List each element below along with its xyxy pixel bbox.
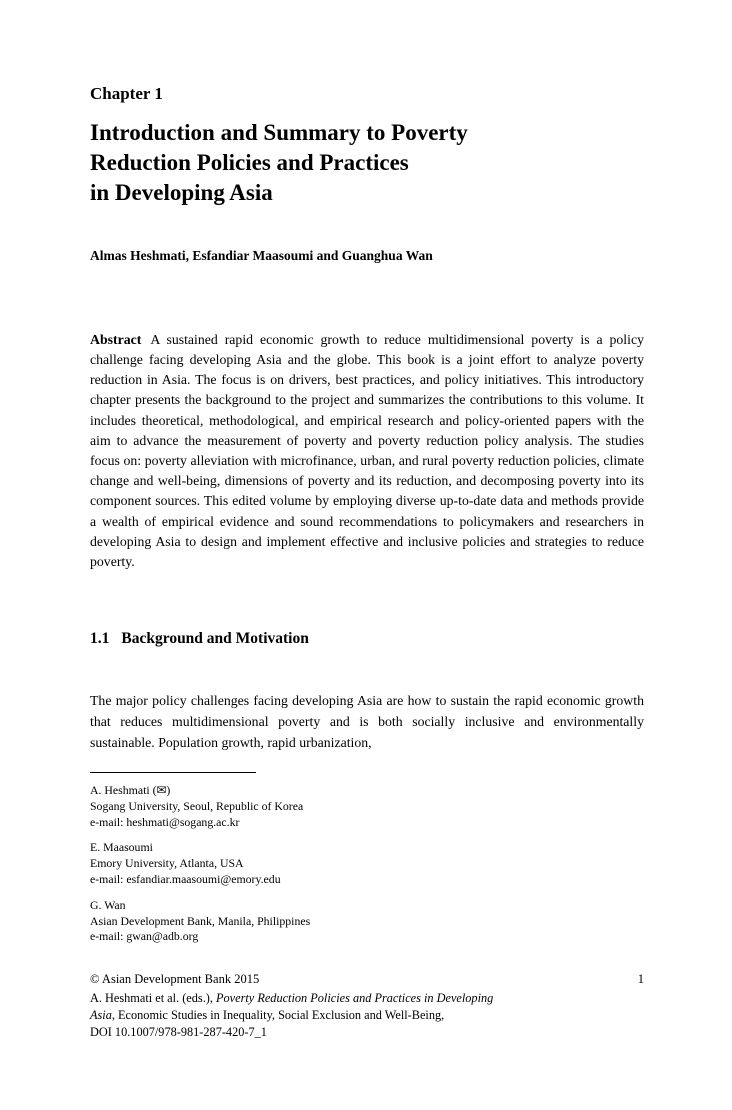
footnote-author-name: E. Maasoumi: [90, 840, 153, 855]
footnote-affiliation: Asian Development Bank, Manila, Philippines: [90, 913, 311, 928]
citation-book-title-part-1: Poverty Reduction Policies and Practices in Developing: [216, 991, 494, 1005]
citation-doi-text: DOI 10.1007/978-981-287-420-7_1: [90, 1025, 267, 1039]
footnote-email: e-mail: gwan@adb.org: [90, 929, 199, 944]
abstract-paragraph: [90, 330, 644, 572]
footnote-separator-rule: [90, 772, 256, 773]
chapter-label: Chapter 1: [90, 84, 163, 103]
chapter-title-line-3: in Developing Asia: [90, 180, 273, 205]
footnote-block-maasoumi: [90, 840, 644, 887]
citation-series-text: , Economic Studies in Inequality, Social Exclusion and Well-Being,: [111, 1008, 445, 1022]
page-number: 1: [637, 972, 644, 986]
body-paragraph: The major policy challenges facing developing Asia are how to sustain the rapid economic growth that reduces multidimensional poverty and is both socially inclusive and environmentally sustainable. Population growth, rapid urbanization,: [90, 692, 644, 751]
section-title: Background and Motivation: [121, 630, 309, 647]
citation-editors-text: A. Heshmati et al. (eds.),: [90, 991, 217, 1005]
section-number: 1.1: [90, 630, 110, 647]
footnote-email: e-mail: heshmati@sogang.ac.kr: [90, 814, 240, 829]
footnote-author-name: G. Wan: [90, 897, 126, 912]
chapter-title: [90, 118, 644, 208]
footnote-email: e-mail: esfandiar.maasoumi@emory.edu: [90, 871, 281, 886]
footer-citation: [90, 990, 644, 1041]
abstract-label: Abstract: [90, 331, 142, 347]
footnote-block-wan: [90, 898, 644, 945]
footnote-author-name-text: A. Heshmati: [90, 783, 150, 797]
citation-line-1: [90, 990, 644, 1007]
citation-line-3: [90, 1024, 644, 1041]
footnote-author-name: [90, 783, 644, 799]
author-footnotes: [90, 783, 644, 955]
footnote-affiliation: Emory University, Atlanta, USA: [90, 856, 244, 871]
section-heading: [90, 630, 644, 648]
citation-line-2: [90, 1007, 644, 1024]
footer-copyright-row: [90, 972, 644, 987]
footer-copyright: © Asian Development Bank 2015: [90, 972, 260, 986]
abstract-text: A sustained rapid economic growth to reduce multidimensional poverty is a policy challenge facing developing Asia and the globe. This book is a joint effort to analyze poverty reduction in Asia. The focus is on drivers, best practices, and policy initiatives. This introductory chapter presents the background to the project and summarizes the contributions to this volume. It includes theoretical, methodological, and empirical research and policy-oriented papers with the aim to advance the measurement of poverty and poverty reduction policy analysis. The studies focus on: poverty alleviation with microfinance, urban, and rural poverty reduction policies, climate change and well-being, dimensions of poverty and its reduction, and decomposing poverty into its component sources. This edited volume by employing diverse up-to-date data and methods provide a wealth of empirical evidence and sound recommendations to policymakers and researchers in developing Asia to design and implement effective and inclusive policies and strategies to reduce poverty.: [90, 331, 644, 570]
footnote-affiliation: Sogang University, Seoul, Republic of Korea: [90, 798, 304, 813]
chapter-title-line-2: Reduction Policies and Practices: [90, 150, 409, 175]
authors-line: Almas Heshmati, Esfandiar Maasoumi and Guanghua Wan: [90, 248, 433, 263]
citation-book-title-part-2: Asia: [90, 1008, 112, 1022]
footnote-block-heshmati: [90, 783, 644, 830]
correspondence-envelope-icon: (✉): [152, 783, 171, 797]
chapter-title-line-1: Introduction and Summary to Poverty: [90, 120, 468, 145]
